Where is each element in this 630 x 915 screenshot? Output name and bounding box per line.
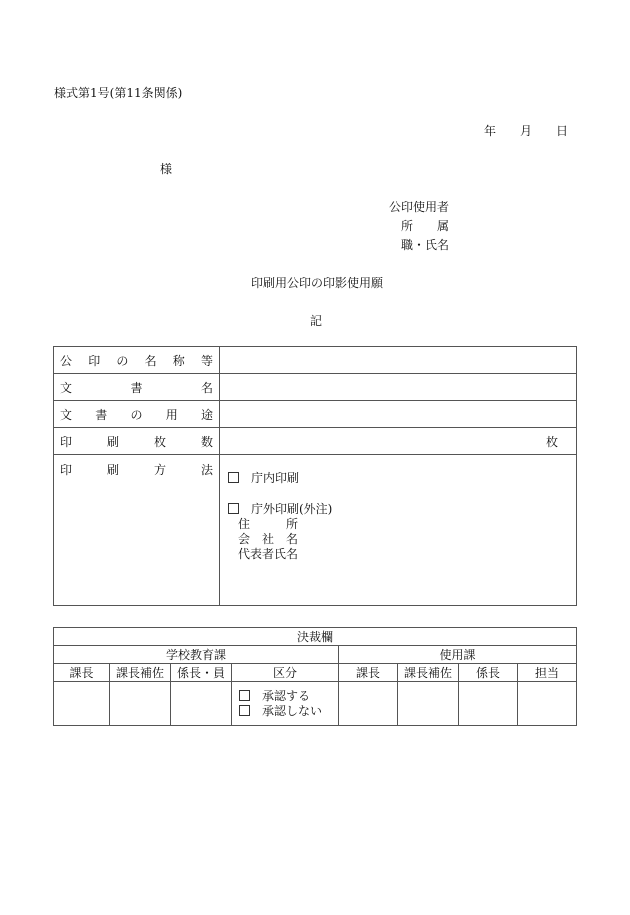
column-header: 課長 xyxy=(339,664,398,682)
date-field: 年 月 日 xyxy=(484,124,569,138)
row-label: 公印の名称等 xyxy=(54,347,220,374)
table-row xyxy=(54,428,577,455)
table-row xyxy=(54,401,577,428)
stamp-cell[interactable] xyxy=(110,682,171,726)
document-title: 印刷用公印の印影使用願 xyxy=(251,276,384,290)
approval-title: 決裁欄 xyxy=(54,628,577,646)
column-header: 課長補佐 xyxy=(398,664,459,682)
stamp-cell[interactable] xyxy=(171,682,232,726)
ki-label: 記 xyxy=(310,314,323,328)
applicant-label: 公印使用者 xyxy=(389,200,450,214)
application-table xyxy=(53,346,577,606)
print-method-cell xyxy=(220,455,577,606)
column-header: 係長 xyxy=(459,664,518,682)
stamp-cell[interactable] xyxy=(339,682,398,726)
document-name-field[interactable] xyxy=(220,374,577,401)
option-outsourced[interactable]: 庁外印刷(外注) xyxy=(228,502,576,517)
stamp-cell[interactable] xyxy=(459,682,518,726)
option-in-house[interactable]: 庁内印刷 xyxy=(228,471,576,486)
column-header: 係長・員 xyxy=(171,664,232,682)
addressee: 様 xyxy=(160,162,173,176)
print-count-field[interactable] xyxy=(220,428,577,455)
approval-table xyxy=(53,627,577,726)
checkbox-icon[interactable] xyxy=(228,503,239,514)
seal-name-field[interactable] xyxy=(220,347,577,374)
form-number: 様式第1号(第11条関係) xyxy=(54,86,183,100)
stamp-cell[interactable] xyxy=(54,682,110,726)
count-unit: 枚 xyxy=(545,434,558,449)
table-row xyxy=(54,455,577,606)
column-header: 課長 xyxy=(54,664,110,682)
column-header: 課長補佐 xyxy=(110,664,171,682)
affiliation-label: 所 属 xyxy=(401,219,450,233)
row-label: 文書名 xyxy=(54,374,220,401)
representative-label: 代表者氏名 xyxy=(238,547,299,561)
column-header: 区分 xyxy=(232,664,339,682)
row-label: 文書の用途 xyxy=(54,401,220,428)
option-reject[interactable]: 承認しない xyxy=(239,704,338,719)
column-header: 担当 xyxy=(518,664,577,682)
dept-school-education: 学校教育課 xyxy=(54,646,339,664)
decision-cell xyxy=(232,682,339,726)
name-label: 職・氏名 xyxy=(401,238,450,252)
stamp-cell[interactable] xyxy=(518,682,577,726)
row-label: 印刷枚数 xyxy=(54,428,220,455)
dept-user: 使用課 xyxy=(339,646,577,664)
document-purpose-field[interactable] xyxy=(220,401,577,428)
company-label: 会 社 名 xyxy=(238,532,299,546)
option-approve[interactable]: 承認する xyxy=(239,689,338,704)
table-row xyxy=(54,347,577,374)
checkbox-icon[interactable] xyxy=(239,690,250,701)
checkbox-icon[interactable] xyxy=(239,705,250,716)
checkbox-icon[interactable] xyxy=(228,472,239,483)
table-row xyxy=(54,374,577,401)
address-label: 住 所 xyxy=(238,517,299,531)
stamp-cell[interactable] xyxy=(398,682,459,726)
row-label: 印刷方法 xyxy=(54,455,220,606)
